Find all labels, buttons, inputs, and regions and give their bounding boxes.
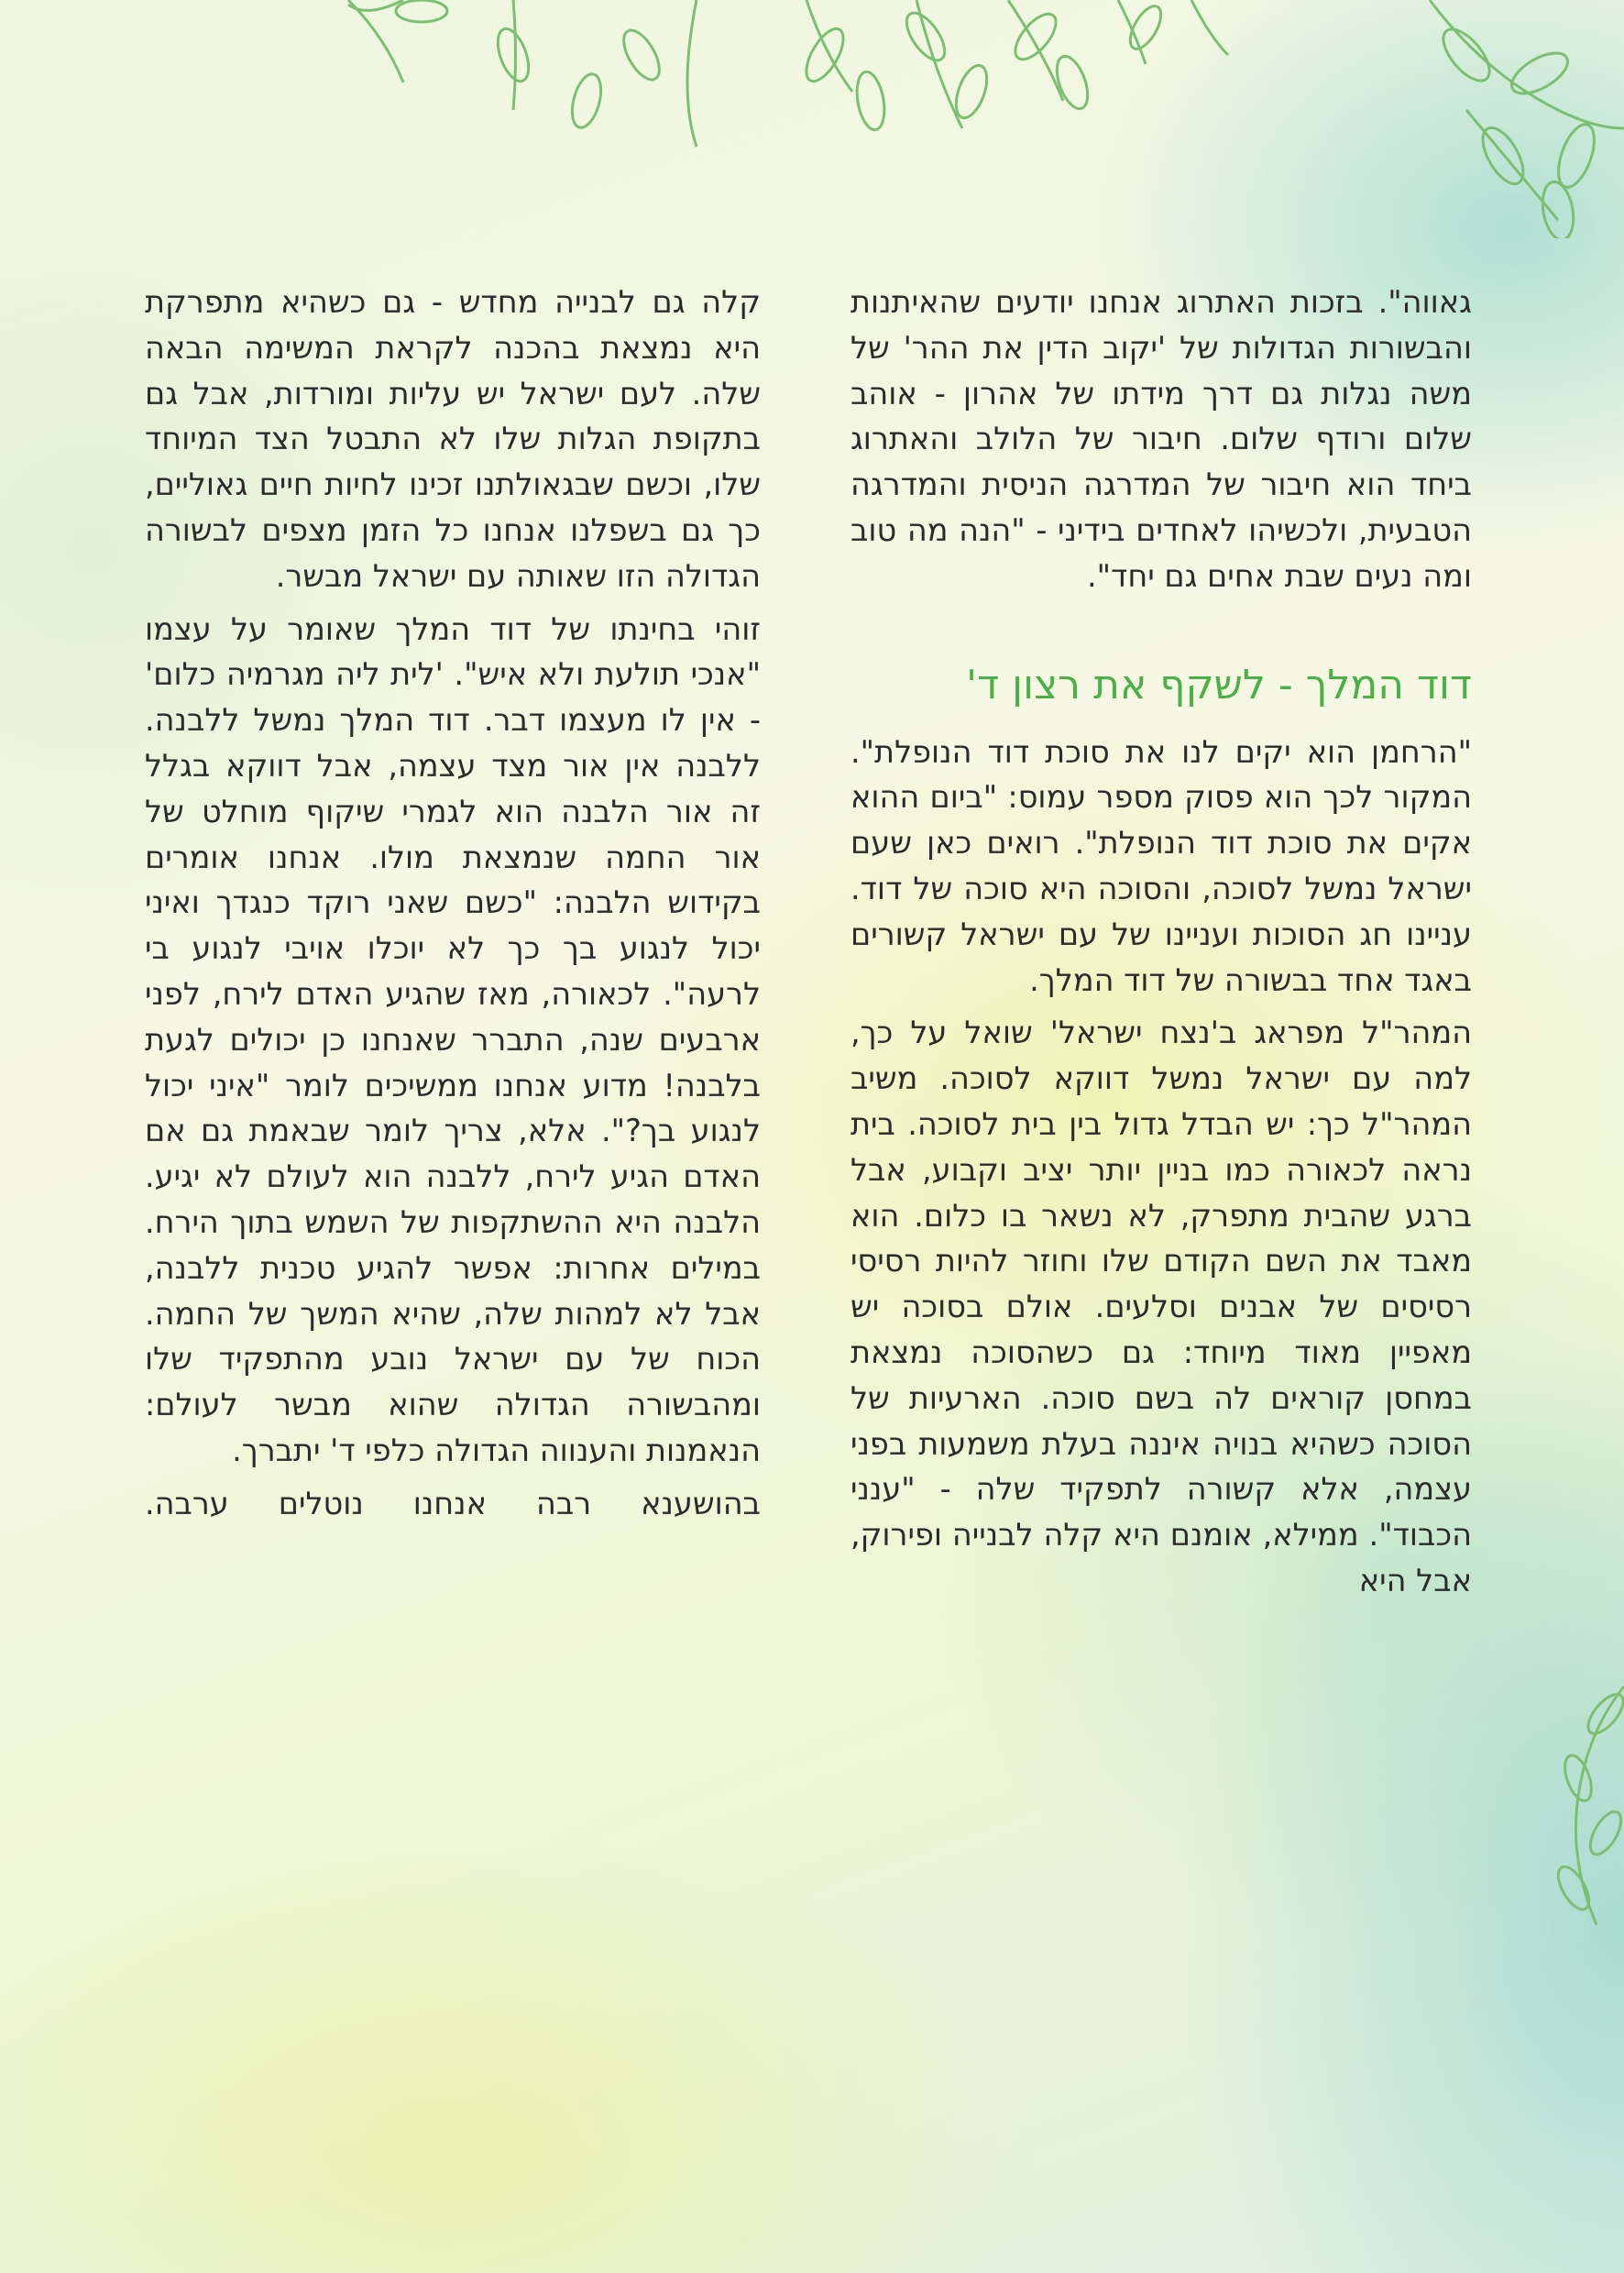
paragraph: "הרחמן הוא יקים לנו את סוכת דוד הנופלת". המקור לכך הוא פסוק מספר עמוס: "ביום ההוא אקים את סוכת דוד הנופלת". רואים כאן שעם ישראל נמשל לסוכה, והסוכה היא סוכה של דוד. עניינו חג הסוכות ועניינו של עם ישראל קשורים באגד אחד בבשורה של דוד המלך. bbox=[850, 733, 1472, 998]
paragraph: קלה גם לבנייה מחדש - גם כשהיא מתפרקת היא נמצאת בהכנה לקראת המשימה הבאה שלה. לעם ישראל יש עליות ומורדות, אבל גם בתקופת הגלות שלו לא התבטל הצד המיוחד שלו, וכשם שבגאולתנו זכינו לחיות חיים גאוליים, כך גם בשפלנו אנחנו כל הזמן מצפים לבשורה הגדולה הזו שאותה עם ישראל מבשר. bbox=[145, 284, 761, 594]
paragraph: בהושענא רבה אנחנו נוטלים ערבה. bbox=[145, 1485, 761, 1521]
paragraph: המהר"ל מפראג ב'נצח ישראל' שואל על כך, למה עם ישראל נמשל דווקא לסוכה. משיב המהר"ל כך: יש הבדל גדול בין בית לסוכה. בית נראה לכאורה כמו בניין יותר יציב וקבוע, אבל ברגע שהבית מתפרק, לא נשאר בו כלום. הוא מאבד את השם הקודם שלו וחוזר להיות רסיסי רסיסים של אבנים וסלעים. אולם בסוכה יש מאפיין מאוד מיוחד: גם כשהסוכה נמצאת במחסן קוראים לה בשם סוכה. הארעיות של הסוכה כשהיא בנויה איננה בעלת משמעות בפני עצמה, אלא קשורה לתפקיד שלה - "ענני הכבוד". ממילא, אומנם היא קלה לבנייה ופירוק, אבל היא bbox=[850, 1015, 1472, 1598]
article-column-right bbox=[850, 280, 1472, 1611]
section-heading: דוד המלך - לשקף את רצון ד' bbox=[966, 661, 1472, 708]
article-column-left bbox=[145, 280, 761, 1527]
leafy-branch-icon bbox=[1542, 1677, 1624, 1934]
paragraph: גאווה". בזכות האתרוג אנחנו יודעים שהאיתנות והבשורות הגדולות של 'יקוב הדין את ההר' של משה נגלות גם דרך מידתו של אהרון - אוהב שלום ורודף שלום. חיבור של הלולב והאתרוג ביחד הוא חיבור של המדרגה הניסית והמדרגה הטבעית, ולכשיהו לאחדים בידיני - "הנה מה טוב ומה נעים שבת אחים גם יחד". bbox=[850, 284, 1472, 594]
leafy-branches-icon bbox=[0, 0, 1624, 238]
paragraph: זוהי בחינתו של דוד המלך שאומר על עצמו "אנכי תולעת ולא איש". 'לית ליה מגרמיה כלום' - אין לו מעצמו דבר. דוד המלך נמשל ללבנה. ללבנה אין אור מצד עצמה, אבל דווקא בגלל זה אור הלבנה הוא לגמרי שיקוף מוחלט של אור החמה שנמצאת מולו. אנחנו אומרים בקידוש הלבנה: "כשם שאני רוקד כנגדך ואיני יכול לנגוע בך כך לא יוכלו אויבי לנגוע בי לרעה". לכאורה, מאז שהגיע האדם לירח, לפני ארבעים שנה, התברר שאנחנו כן יכולים לגעת בלבנה! מדוע אנחנו ממשיכים לומר "איני יכול לנגוע בך?". אלא, צריך לומר שבאמת גם אם האדם הגיע לירח, ללבנה הוא לעולם לא יגיע. הלבנה היא ההשתקפות של השמש בתוך הירח. במילים אחרות: אפשר להגיע טכנית ללבנה, אבל לא למהות שלה, שהיא המשך של החמה. הכוח של עם ישראל נובע מהתפקיד שלו ומהבשורה הגדולה שהוא מבשר לעולם: הנאמנות והענווה הגדולה כלפי ד' יתברך. bbox=[145, 610, 761, 1468]
